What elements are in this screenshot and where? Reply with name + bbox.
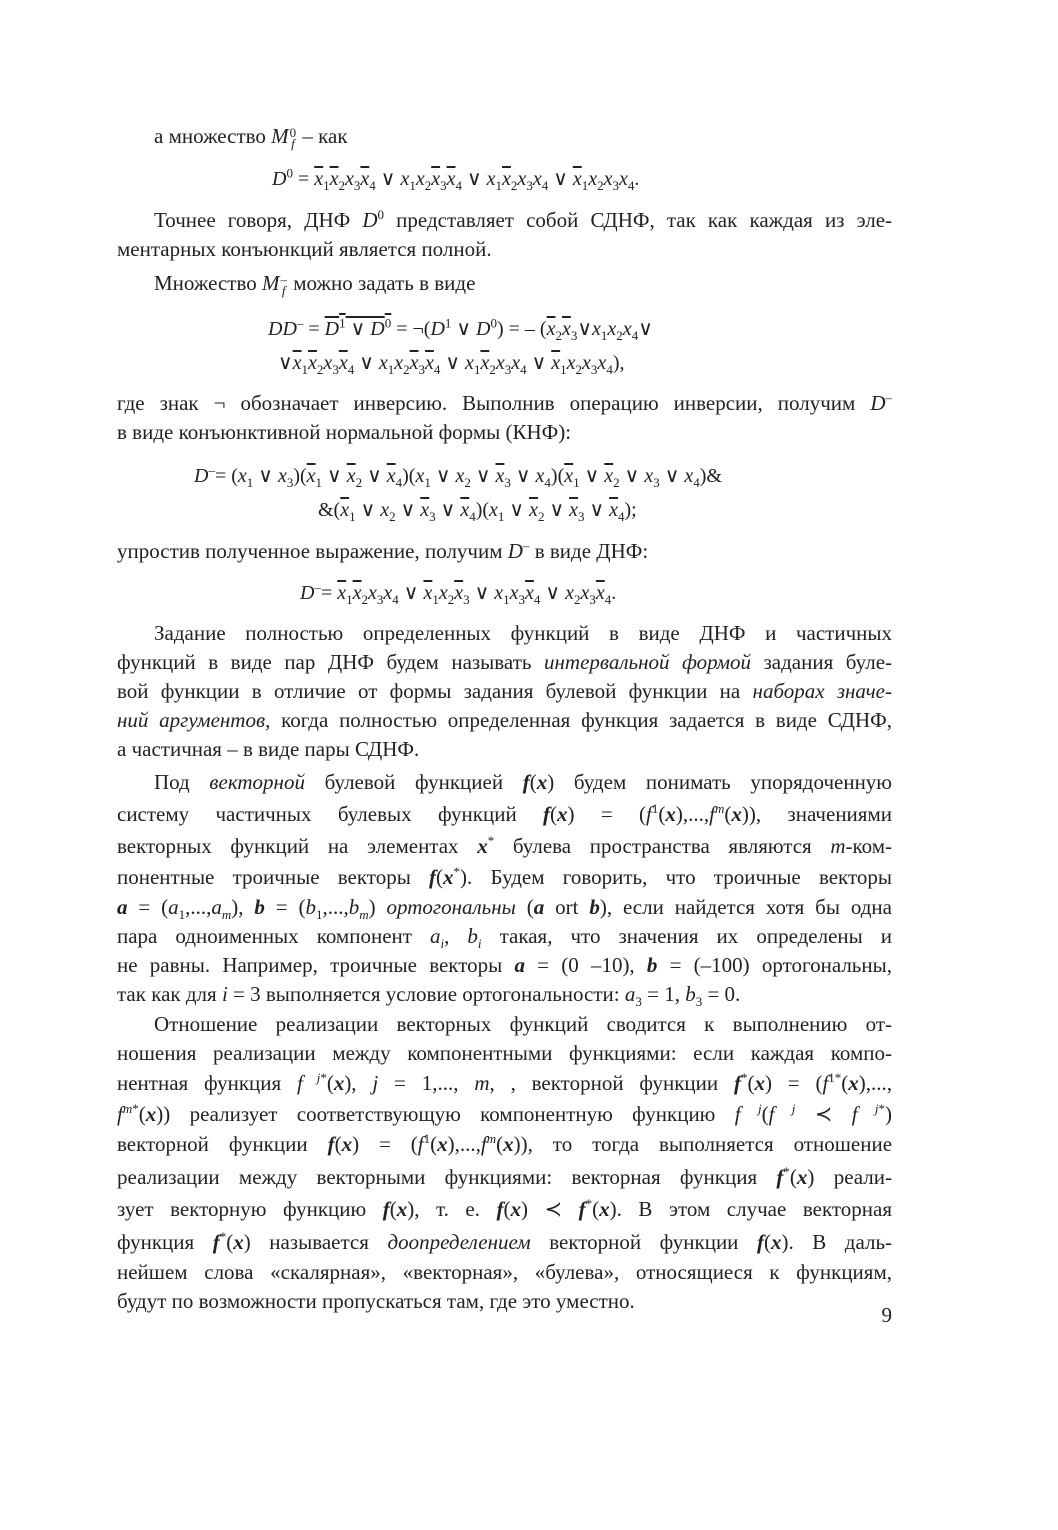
text-fragment: векторной функции bbox=[549, 1230, 739, 1254]
paragraph-inversion-line2 bbox=[117, 418, 892, 447]
paragraph-realization-10 bbox=[117, 1287, 892, 1316]
text-fragment: . Будем говорить, что троичные векторы bbox=[467, 865, 892, 889]
text-fragment: будем понимать упорядоченную bbox=[573, 770, 892, 794]
paragraph-vector-4: понентные троичные векторы f(x*). Будем говорить, что троичные векторы bbox=[117, 864, 892, 889]
text-fragment: такая, что значения их определены и bbox=[499, 924, 893, 948]
text-fragment: . В даль- bbox=[788, 1230, 893, 1254]
paragraph-realization-3: нентная функция f $^{j*}$(x), j = 1,..., m, , векторной функции $f^*(x) = (f^{1*}(x)$,..., bbox=[117, 1070, 893, 1095]
text-fragment: , то тогда выполняется отношение bbox=[527, 1132, 893, 1156]
text-fragment: функций в виде пар ДНФ будем называть bbox=[117, 650, 532, 674]
formula-dd-minus-line1: $DD^- = D^1$ ∨ $D^0$ = $\neg(D^1$ ∨ $D^0$) = – ($\overline{x}_2\overline{x}_3\vee x_1x_2x_4\vee$ bbox=[268, 315, 653, 343]
text-fragment: Множество bbox=[154, 271, 257, 295]
text-fragment: Отношение реализации векторных функций сводится к выполнению от- bbox=[154, 1012, 892, 1036]
text-fragment: так как для bbox=[117, 982, 217, 1006]
paragraph-realization-5: векторной функции $f(x) = (f^1(x),...,f^m(x))$, то тогда выполняется отношение bbox=[117, 1131, 893, 1156]
paragraph-sdnf-line2 bbox=[117, 235, 892, 264]
paragraph-interval-form-4 bbox=[117, 706, 892, 735]
text-fragment: , векторной функции bbox=[510, 1071, 719, 1095]
text-fragment: ортогональны, bbox=[761, 953, 892, 977]
text-fragment: будут по возможности пропускаться там, где это уместно. bbox=[117, 1289, 635, 1313]
text-fragment: ношения реализации между компонентными функциями: если каждая компо- bbox=[117, 1041, 892, 1065]
paragraph-interval-form-2 bbox=[117, 648, 892, 677]
paragraph-sdnf: Точнее говоря, ДНФ $D^0$ представляет собой СДНФ, так как каждая из эле- bbox=[154, 207, 893, 232]
text-fragment: не равны. Например, троичные векторы bbox=[117, 953, 503, 977]
text-fragment: задания буле- bbox=[763, 650, 893, 674]
text-fragment: булевой функцией bbox=[324, 770, 504, 794]
paragraph-interval-form-1 bbox=[117, 619, 892, 648]
paragraph-realization-1 bbox=[117, 1010, 892, 1039]
paragraph-set-minus: Множество M – f можно задать в виде bbox=[117, 269, 892, 298]
formula-d0: $D^0 = \overline{x}_1\overline{x}_2x_3\overline{x}_4$ ∨ $x_1x_2\overline{x}_3\overline{x}_4$ ∨ $x_1\overline{x}_2x_3x_4$ ∨ $\overline{x}_1x_2x_3x_4$. bbox=[272, 165, 640, 193]
text-fragment: , значениями bbox=[755, 802, 892, 826]
paragraph-interval-form-5 bbox=[117, 735, 892, 764]
text-fragment: векторных функций на элементах bbox=[117, 834, 459, 858]
text-fragment: упростив полученное выражение, получим bbox=[117, 539, 503, 563]
term-orthogonal: ортогональны bbox=[386, 895, 516, 919]
paragraph-realization-2 bbox=[117, 1039, 892, 1068]
formula-d-minus-dnf: $D^-= \overline{x}_1\overline{x}_2x_3x_4$ ∨ $\overline{x}_1x_2\overline{x}_3$ ∨ $x_1x_3\overline{x}_4$ ∨ $x_2x_3\overline{x}_4$. bbox=[300, 579, 617, 607]
text-fragment: нейшем слова «скалярная», «векторная», «булева», относящиеся к функциям, bbox=[117, 1260, 892, 1284]
paragraph-vector-8: так как для i = 3 выполняется условие ортогональности: $a_3 = 1$, $b_3 = 0$. bbox=[117, 982, 741, 1010]
text-fragment: реализации между векторными функциями: векторная функция bbox=[117, 1165, 758, 1189]
paragraph-vector-1: Под векторной булевой функцией f(x) будем понимать упорядоченную bbox=[154, 770, 892, 794]
text-fragment: реали- bbox=[833, 1165, 893, 1189]
paragraph-vector-5: $a = (a_1,...,a_m)$, $b = (b_1,...,b_m)$ ортогональны (a ort b), если найдется хотя бы одна bbox=[117, 895, 892, 923]
text-fragment: понентные троичные векторы bbox=[117, 865, 411, 889]
paragraph-realization-7: зует векторную функцию f(x), т. е. f(x) ≺ f*(x). В этом случае векторная bbox=[117, 1196, 892, 1221]
paragraph-vector-6: пара одноименных компонент $a_i$, $b_i$ такая, что значения их определены и bbox=[117, 924, 893, 952]
formula-knf-line1: $D^-= (x_1$ ∨ $x_3)(\overline{x}_1$ ∨ $\overline{x}_2$ ∨ $\overline{x}_4)(x_1$ ∨ $x_2$ ∨ $\overline{x}_3$ ∨ $x_4)(\overline{x}_1$ ∨ $\overline{x}_2$ ∨ $x_3$ ∨ $x_4)\&$ bbox=[194, 462, 722, 490]
term-argument-sets: наборах значе- bbox=[752, 679, 892, 703]
paragraph-simplify: упростив полученное выражение, получим D– в виде ДНФ: bbox=[117, 538, 649, 563]
formula-knf-line2: $\&(\overline{x}_1$ ∨ $x_2$ ∨ $\overline{x}_3$ ∨ $\overline{x}_4)(x_1$ ∨ $\overline{x}_2$ ∨ $\overline{x}_3$ ∨ $\overline{x}_4$); bbox=[318, 499, 637, 524]
paragraph-vector-7: не равны. Например, троичные векторы a = (0 –10), b = (–100) ортогональны, bbox=[117, 953, 892, 977]
text-fragment: пара одноименных компонент bbox=[117, 924, 412, 948]
text-fragment: , т. е. bbox=[414, 1197, 480, 1221]
paragraph-vector-2: систему частичных булевых функций $f(x) = (f^1(x),...,f^m(x))$, значениями bbox=[117, 801, 892, 826]
text-fragment: нентная функция bbox=[117, 1071, 282, 1095]
text-fragment: ментарных конъюнкций является полной. bbox=[117, 237, 492, 261]
text-fragment: Задание полностью определенных функций в виде ДНФ и частичных bbox=[154, 621, 892, 645]
page-number: 9 bbox=[881, 1303, 892, 1327]
text-fragment: функция bbox=[117, 1230, 195, 1254]
paragraph-set-m0: а множество M 0 f – как bbox=[117, 122, 892, 151]
text-fragment: реализует соответствующую компонентную функцию bbox=[189, 1102, 716, 1126]
text-fragment: зует векторную функцию bbox=[117, 1197, 367, 1221]
text-fragment: -ком- bbox=[845, 834, 893, 858]
text-fragment: называется bbox=[269, 1230, 369, 1254]
formula-dd-minus-line2: $\vee\overline{x}_1\overline{x}_2x_3\overline{x}_4$ ∨ $x_1x_2\overline{x}_3\overline{x}_4$ ∨ $x_1\overline{x}_2x_3x_4$ ∨ $\overline{x}_1x_2x_3x_4$), bbox=[278, 352, 625, 377]
text-fragment: . В этом случае векторная bbox=[616, 1197, 892, 1221]
paragraph-inversion: где знак ¬ обозначает инверсию. Выполнив операцию инверсии, получим D– bbox=[117, 390, 893, 415]
text-fragment: Под bbox=[154, 770, 190, 794]
text-fragment: представляет собой СДНФ, так как каждая из эле- bbox=[396, 208, 893, 232]
text-fragment: векторной функции bbox=[117, 1132, 308, 1156]
text-fragment: а множество bbox=[154, 124, 266, 148]
text-fragment: , когда полностью определенная функция задается в виде СДНФ, bbox=[265, 708, 892, 732]
text-fragment: где знак ¬ обозначает инверсию. Выполнив операцию инверсии, получим bbox=[117, 391, 856, 415]
text-fragment: , если найдется хотя бы одна bbox=[606, 895, 892, 919]
text-fragment: булева пространства являются bbox=[512, 834, 812, 858]
term-vector: векторной bbox=[209, 770, 305, 794]
text-fragment: в виде конъюнктивной нормальной формы (КНФ): bbox=[117, 420, 572, 444]
text-fragment: в виде ДНФ: bbox=[534, 539, 649, 563]
term-completion: доопределением bbox=[387, 1230, 531, 1254]
paragraph-realization-4: $f^{m*}(x)$) реализует соответствующую компонентную функцию f $^j$(f $^j$ ≺ f $^{j*}$) bbox=[117, 1101, 893, 1126]
text-fragment: систему частичных булевых функций bbox=[117, 802, 517, 826]
paragraph-interval-form-3 bbox=[117, 677, 892, 706]
text-fragment: – как bbox=[302, 124, 348, 148]
term-argument-sets-end: ний аргументов bbox=[117, 708, 266, 732]
text-fragment: выполняется условие ортогональности: bbox=[265, 982, 620, 1006]
paragraph-realization-6: реализации между векторными функциями: векторная функция f*(x) реали- bbox=[117, 1164, 893, 1189]
text-fragment: вой функции в отличие от формы задания булевой функции на bbox=[117, 679, 741, 703]
term-interval-form: интервальной формой bbox=[543, 650, 751, 674]
paragraph-realization-9 bbox=[117, 1258, 892, 1287]
paragraph-vector-3: векторных функций на элементах x* булева пространства являются m-ком- bbox=[117, 833, 893, 858]
text-fragment: можно задать в виде bbox=[293, 271, 476, 295]
text-fragment: Точнее говоря, ДНФ bbox=[154, 208, 351, 232]
paragraph-realization-8: функция f*(x) называется доопределением векторной функции f(x). В даль- bbox=[117, 1229, 893, 1254]
text-fragment: а частичная – в виде пары СДНФ. bbox=[117, 737, 420, 761]
